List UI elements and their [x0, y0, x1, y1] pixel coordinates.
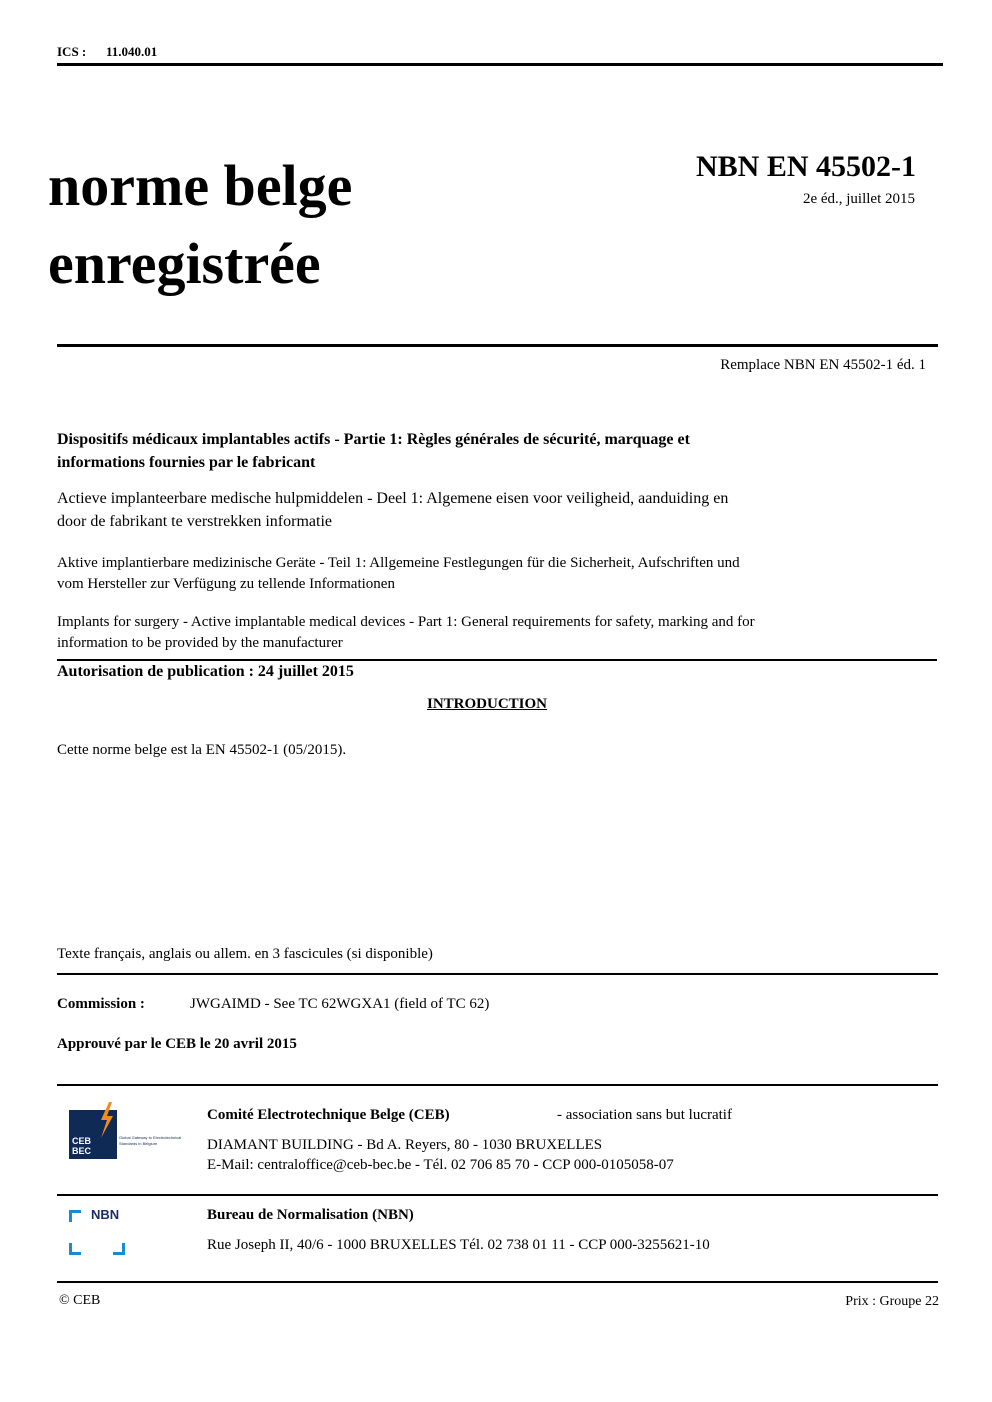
title-nl — [57, 487, 728, 533]
commission-value: JWGAIMD - See TC 62WGXA1 (field of TC 62) — [190, 996, 490, 1012]
standard-code: NBN EN 45502-1 — [695, 150, 916, 183]
title-de-line: vom Hersteller zur Verfügung zu tellende Informationen — [57, 576, 395, 592]
title-fr — [57, 428, 690, 474]
title-fr-line: Dispositifs médicaux implantables actifs - Partie 1: Règles générales de sécurité, marquage et — [57, 431, 690, 448]
title-nl-line: door de fabrikant te verstrekken informatie — [57, 513, 332, 530]
ics-label: ICS : — [57, 44, 87, 59]
nbn-address: Rue Joseph II, 40/6 - 1000 BRUXELLES Tél. 02 738 01 11 - CCP 000-3255621-10 — [207, 1237, 710, 1253]
ceb-type: - association sans but lucratif — [557, 1107, 732, 1123]
copyright: © CEB — [59, 1293, 101, 1308]
price-group: Prix : Groupe 22 — [845, 1294, 939, 1309]
ceb-contact: E-Mail: centraloffice@ceb-bec.be - Tél. 02 706 85 70 - CCP 000-0105058-07 — [207, 1157, 674, 1173]
divider — [57, 973, 938, 975]
ceb-name: Comité Electrotechnique Belge (CEB) — [207, 1107, 450, 1123]
title-en — [57, 612, 755, 654]
title-en-line: Implants for surgery - Active implantable medical devices - Part 1: General requirements for safety, marking and for — [57, 614, 755, 630]
title-line-1: norme belge — [48, 153, 353, 218]
introduction-text: Cette norme belge est la EN 45502-1 (05/2015). — [57, 742, 347, 758]
replaces: Remplace NBN EN 45502-1 éd. 1 — [720, 357, 926, 373]
divider — [57, 659, 937, 661]
title-nl-line: Actieve implanteerbare medische hulpmiddelen - Deel 1: Algemene eisen voor veiligheid, aanduiding en — [57, 490, 729, 507]
publication-date: Autorisation de publication : 24 juillet 2015 — [57, 663, 354, 680]
ceb-address: DIAMANT BUILDING - Bd A. Reyers, 80 - 1030 BRUXELLES — [207, 1137, 603, 1153]
languages-note: Texte français, anglais ou allem. en 3 fascicules (si disponible) — [57, 946, 433, 962]
divider — [57, 63, 943, 66]
nbn-logo-text: NBN — [91, 1207, 120, 1222]
title-fr-line: informations fournies par le fabricant — [57, 454, 316, 471]
title-de — [57, 553, 740, 595]
divider — [57, 1084, 938, 1086]
divider — [57, 344, 938, 347]
introduction-heading: INTRODUCTION — [427, 696, 548, 712]
nbn-name: Bureau de Normalisation (NBN) — [207, 1207, 414, 1223]
edition: 2e éd., juillet 2015 — [802, 191, 915, 207]
approval: Approuvé par le CEB le 20 avril 2015 — [57, 1036, 297, 1052]
commission-label: Commission : — [57, 996, 145, 1012]
divider — [57, 1194, 938, 1196]
divider — [57, 1281, 938, 1283]
ceb-logo-text: CEB BEC — [72, 1136, 92, 1156]
title-line-2: enregistrée — [48, 231, 321, 296]
ceb-tagline: Global Gateway to Electrotechnical Standards in Belgium — [119, 1135, 182, 1146]
title-de-line: Aktive implantierbare medizinische Geräte - Teil 1: Allgemeine Festlegungen für die Sicherheit, Aufschriften und — [57, 555, 740, 571]
ics-value: 11.040.01 — [106, 44, 158, 59]
ceb-logo — [69, 1110, 117, 1159]
lightning-icon — [97, 1102, 117, 1138]
title-en-line: information to be provided by the manufacturer — [57, 635, 343, 651]
